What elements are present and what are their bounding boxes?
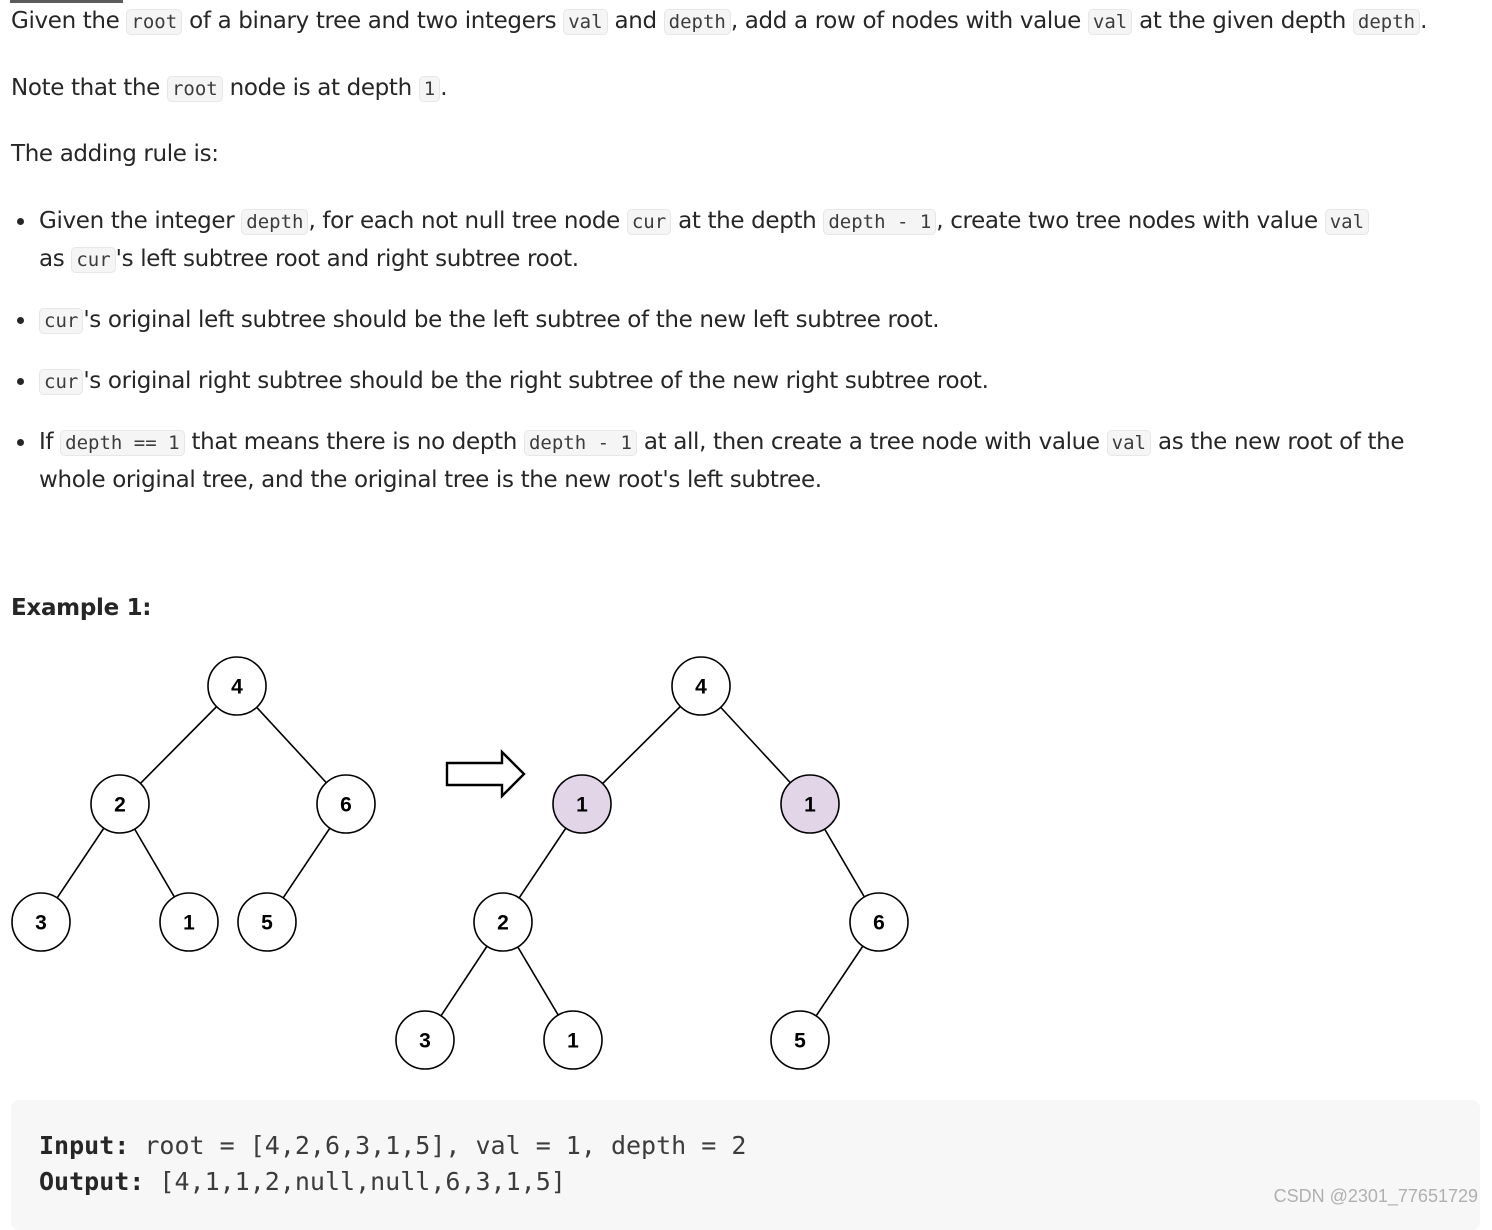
inline-code: depth xyxy=(1353,9,1420,35)
text: 's left subtree root and right subtree root. xyxy=(115,246,579,272)
text: 's original left subtree should be the left subtree of the new left subtree root. xyxy=(83,307,940,333)
inline-code: val xyxy=(1107,430,1151,456)
node-label: 4 xyxy=(695,675,707,699)
node-label: 6 xyxy=(873,911,885,935)
text: at the given depth xyxy=(1132,8,1353,34)
inline-code: root xyxy=(126,9,182,35)
text: Note that the xyxy=(11,75,167,101)
input-value: root = [4,2,6,3,1,5], val = 1, depth = 2 xyxy=(129,1131,747,1160)
inline-code: depth - 1 xyxy=(524,430,637,456)
inline-code: depth xyxy=(241,209,308,235)
text: Given the xyxy=(11,8,127,34)
text: Given the integer xyxy=(39,208,242,234)
inline-code: val xyxy=(1325,209,1369,235)
text: at the depth xyxy=(671,208,824,234)
node-label: 1 xyxy=(183,911,195,935)
inline-code: cur xyxy=(627,209,671,235)
right-arrow-icon xyxy=(447,752,524,796)
example-tree-diagram xyxy=(0,640,920,1080)
text: If xyxy=(39,429,61,455)
text: as xyxy=(39,246,72,272)
rule-item xyxy=(39,203,1459,279)
example-io xyxy=(39,1128,746,1200)
inline-code: val xyxy=(563,9,607,35)
node-label: 1 xyxy=(804,793,816,817)
rule-item xyxy=(39,363,1459,401)
example-title: Example 1: xyxy=(11,595,152,621)
text: as the new root of the whole original tree, and the original tree is the new root's left subtree. xyxy=(39,429,1405,493)
node-label: 5 xyxy=(261,911,273,935)
output-label: Output: xyxy=(39,1167,145,1196)
inline-code: depth == 1 xyxy=(60,430,184,456)
node-label: 1 xyxy=(576,793,588,817)
text: node is at depth xyxy=(222,75,419,101)
rule-list xyxy=(11,203,1459,522)
inline-code: depth - 1 xyxy=(823,209,936,235)
inline-code: val xyxy=(1088,9,1132,35)
node-label: 2 xyxy=(497,911,509,935)
note-paragraph xyxy=(11,70,447,108)
text: that means there is no depth xyxy=(184,429,524,455)
input-label: Input: xyxy=(39,1131,130,1160)
example-code-block xyxy=(11,1100,1480,1230)
node-label: 6 xyxy=(340,793,352,817)
inline-code: depth xyxy=(664,9,731,35)
node-label: 2 xyxy=(114,793,126,817)
inline-code: cur xyxy=(39,369,83,395)
text: and xyxy=(607,8,664,34)
inline-code: root xyxy=(167,76,223,102)
text: , add a row of nodes with value xyxy=(730,8,1088,34)
text: , for each not null tree node xyxy=(308,208,627,234)
inline-code: 1 xyxy=(419,76,440,102)
node-label: 4 xyxy=(231,675,243,699)
text: . xyxy=(1420,8,1428,34)
intro-paragraph xyxy=(11,3,1427,41)
inline-code: cur xyxy=(39,308,83,334)
rule-item xyxy=(39,302,1459,340)
node-label: 5 xyxy=(794,1029,806,1053)
text: , create two tree nodes with value xyxy=(936,208,1325,234)
text: . xyxy=(440,75,448,101)
node-label: 1 xyxy=(567,1029,579,1053)
text: at all, then create a tree node with value xyxy=(636,429,1107,455)
node-label: 3 xyxy=(35,911,47,935)
rule-heading: The adding rule is: xyxy=(11,141,219,167)
before-tree xyxy=(41,686,346,922)
text: 's original right subtree should be the right subtree of the new right subtree root. xyxy=(83,368,989,394)
rule-item xyxy=(39,424,1459,499)
watermark: CSDN @2301_77651729 xyxy=(1273,1186,1478,1206)
after-tree-edges xyxy=(425,686,879,1040)
inline-code: cur xyxy=(71,247,115,273)
text: of a binary tree and two integers xyxy=(182,8,564,34)
node-label: 3 xyxy=(419,1029,431,1053)
output-value: [4,1,1,2,null,null,6,3,1,5] xyxy=(144,1167,566,1196)
